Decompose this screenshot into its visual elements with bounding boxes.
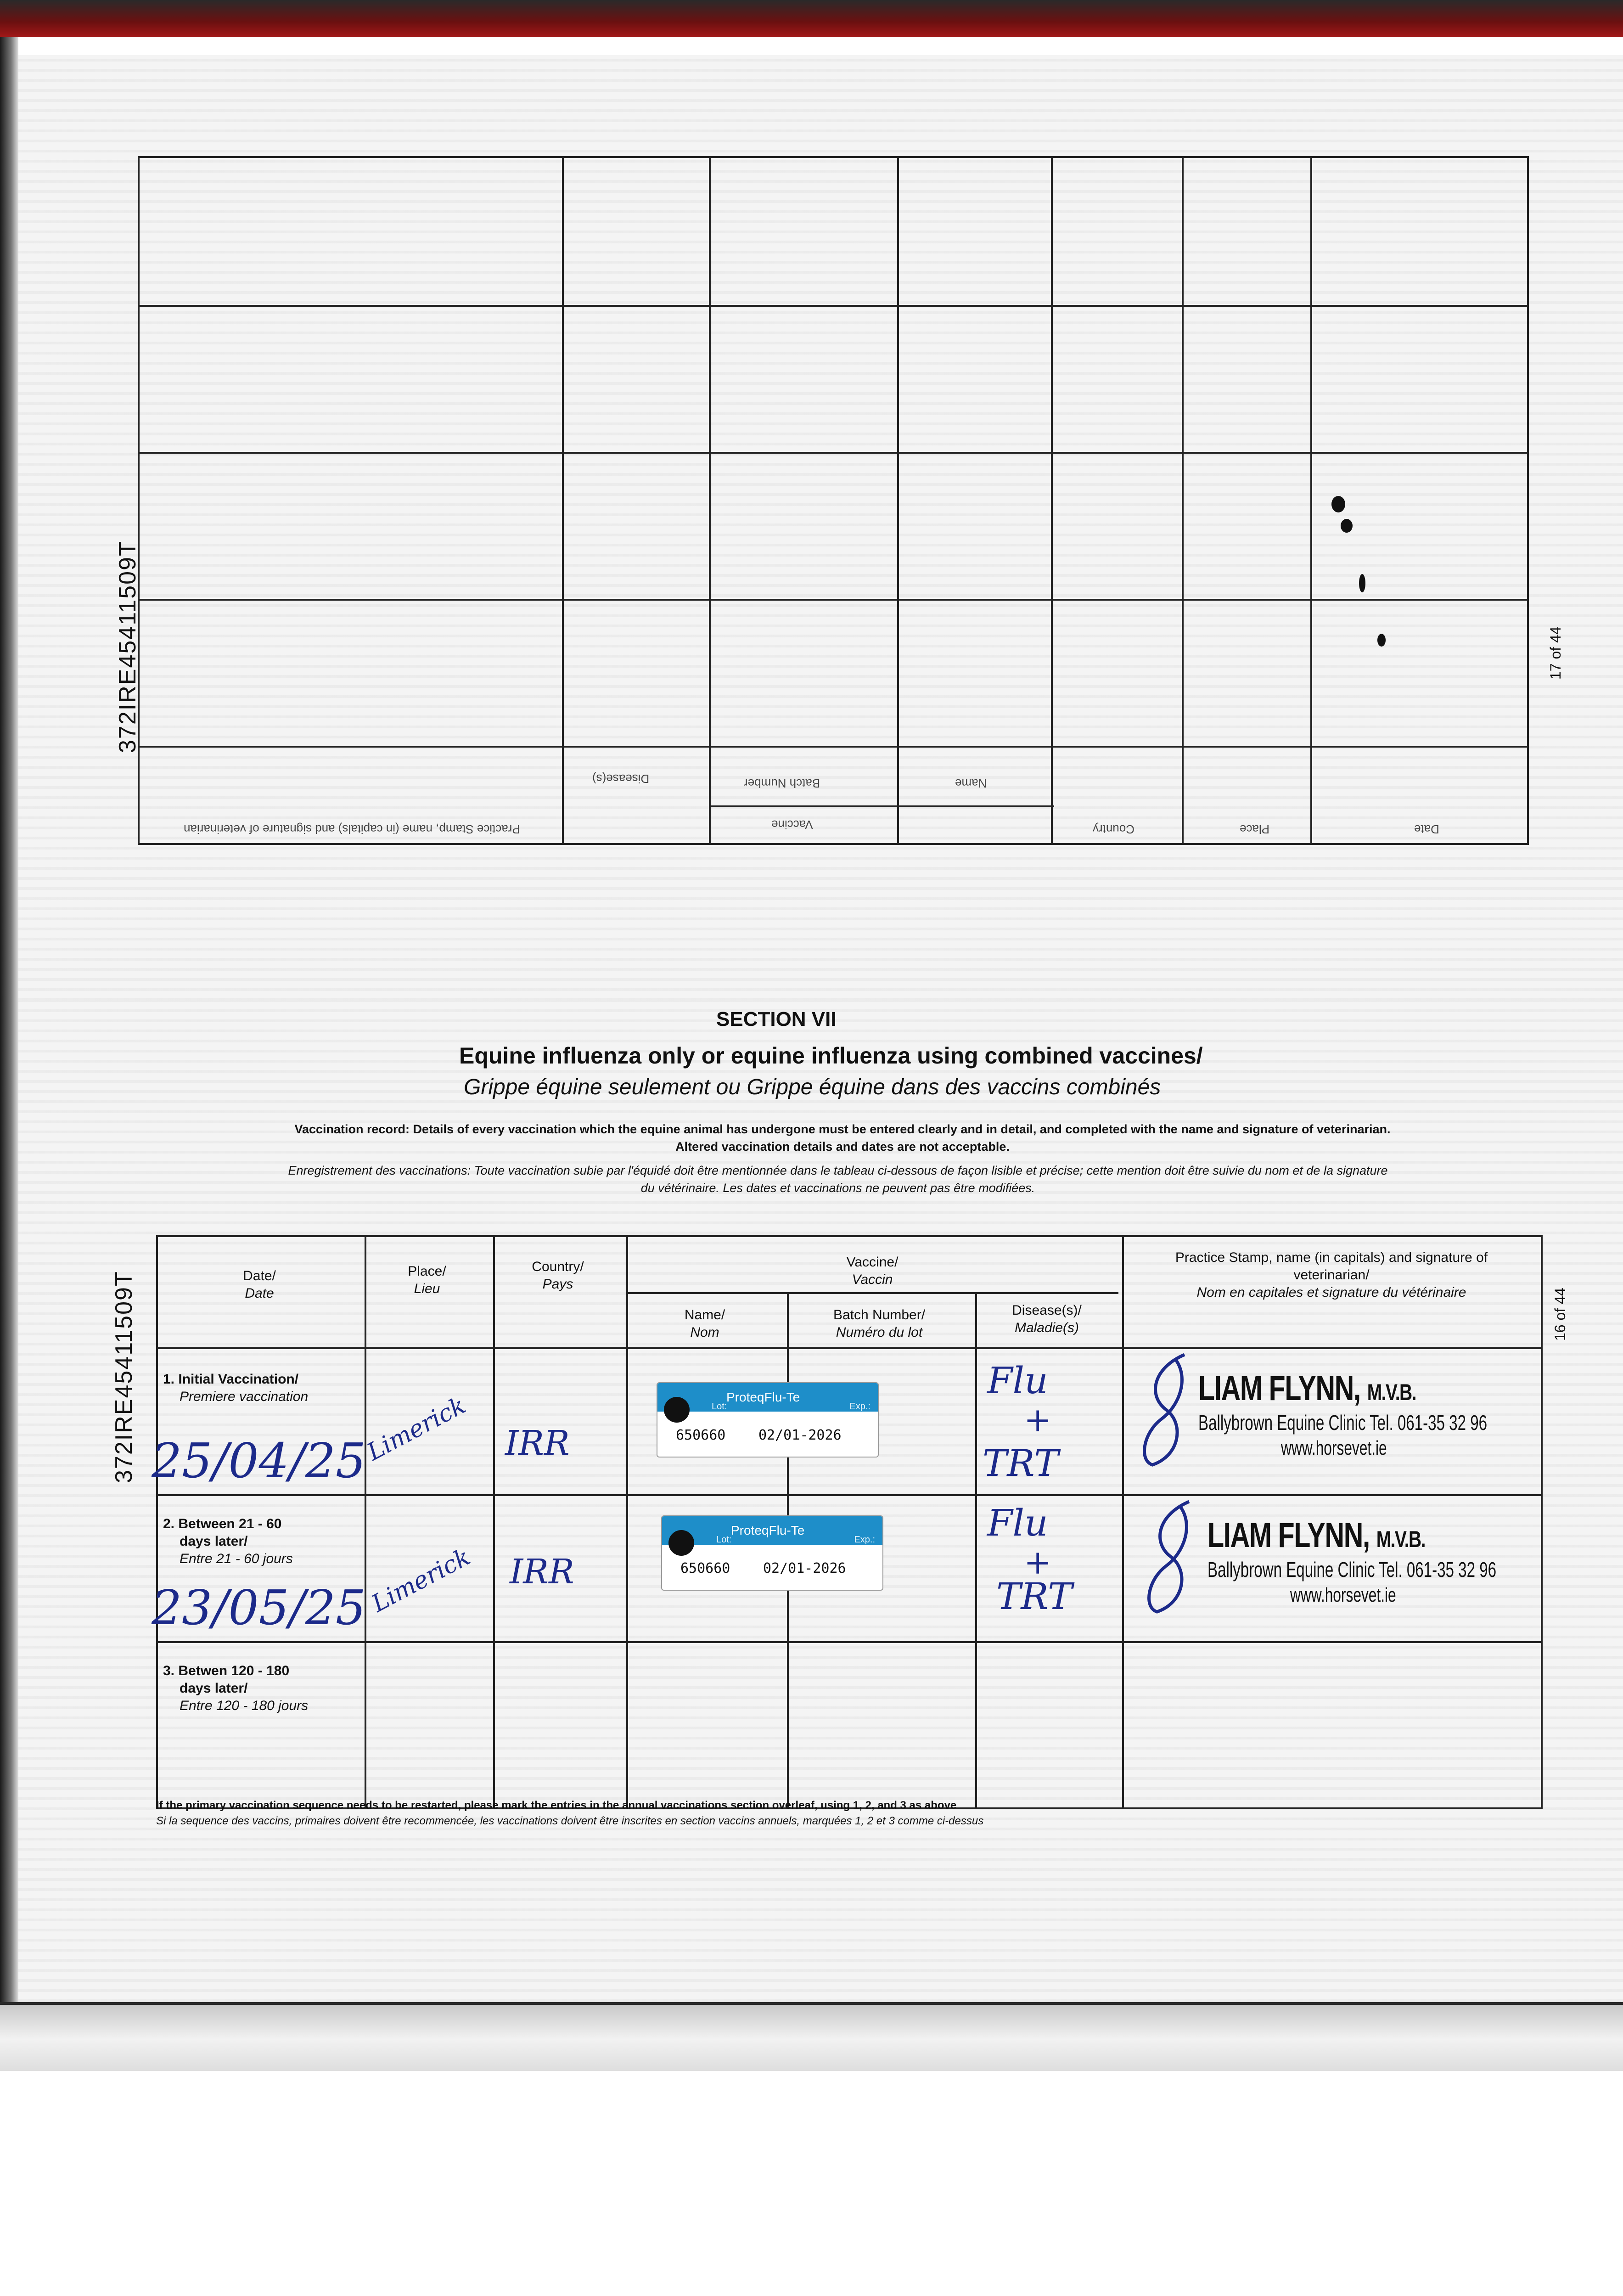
row2-date: 23/05/25	[152, 1580, 366, 1636]
vaccine-sticker-2: ProteqFlu-Te Lot: Exp.: 650660 02/01-2026	[661, 1515, 883, 1591]
header-date: Date/ Date	[243, 1268, 276, 1301]
header-batch: Batch Number/ Numéro du lot	[833, 1307, 926, 1340]
header-name: Name/ Nom	[684, 1307, 725, 1340]
ink-smudge	[1377, 634, 1386, 647]
intro-en	[156, 1120, 1529, 1155]
vet-stamp-1: LIAM FLYNN, M.V.B. Ballybrown Equine Clinic Tel. 061-35 32 96 www.horsevet.ie	[1198, 1369, 1488, 1459]
top-header-batch: Batch Number	[744, 777, 820, 790]
row1-country: IRR	[505, 1424, 570, 1463]
vet-signature-1	[1134, 1350, 1194, 1469]
document-id-top: 372IRE45411509T	[114, 540, 141, 753]
header-stamp: Practice Stamp, name (in capitals) and signature of veterinarian/ Nom en capitales et signature du vétérinaire	[1175, 1250, 1488, 1300]
footer-note-en: If the primary vaccination sequence needs to be restarted, please mark the entries in the annual vaccinations section overleaf, using 1, 2, and 3 as above	[156, 1799, 957, 1812]
page-title-en: Equine influenza only or equine influenza using combined vaccines/	[459, 1043, 1203, 1069]
footer-note-fr: Si la sequence des vaccins, primaires doivent être recommencée, les vaccinations doivent être inscrites en section vaccins annuels, marquées 1, 2 et 3 comme ci-dessus	[156, 1815, 984, 1827]
top-header-disease: Disease(s)	[592, 772, 650, 786]
proteq-logo-icon	[664, 1397, 690, 1423]
page-title-fr: Grippe équine seulement ou Grippe équine dans des vaccins combinés	[464, 1075, 1161, 1099]
scan-left-edge	[0, 37, 18, 2080]
row1-place: Limerick	[363, 1391, 471, 1466]
ink-smudge	[1359, 574, 1365, 592]
header-disease: Disease(s)/ Maladie(s)	[1012, 1303, 1082, 1335]
page-number-bottom: 16 of 44	[1552, 1288, 1568, 1341]
top-header-date: Date	[1414, 822, 1439, 836]
intro-en-line1: Vaccination record: Details of every vaccination which the equine animal has undergone must be entered clearly and in detail, and completed with the name and signature of veterinarian.	[294, 1122, 1391, 1136]
proteq-logo-icon	[668, 1530, 694, 1556]
page-number-top: 17 of 44	[1547, 626, 1564, 680]
row2-country: IRR	[510, 1552, 574, 1592]
top-header-vaccine: Vaccine	[771, 818, 813, 832]
header-place: Place/ Lieu	[408, 1264, 446, 1296]
row2-place: Limerick	[367, 1543, 475, 1618]
scanner-background	[0, 2071, 1623, 2296]
vet-stamp-2: LIAM FLYNN, M.V.B. Ballybrown Equine Clinic Tel. 061-35 32 96 www.horsevet.ie	[1207, 1516, 1497, 1606]
row1-disease-1: Flu	[987, 1359, 1048, 1402]
row2-disease-2: TRT	[996, 1575, 1073, 1618]
ink-smudge	[1341, 519, 1353, 533]
row1-date: 25/04/25	[152, 1433, 366, 1489]
row1-label: 1. Initial Vaccination/ Premiere vaccination	[163, 1372, 309, 1404]
row2-label: 2. Between 21 - 60 days later/ Entre 21 - 60 jours	[163, 1516, 293, 1566]
intro-fr	[147, 1162, 1529, 1197]
section-title: SECTION VII	[716, 1008, 837, 1030]
vaccine-sticker-1: ProteqFlu-Te Lot: Exp.: 650660 02/01-2026	[657, 1382, 879, 1458]
top-header-stamp: Practice Stamp, name (in capitals) and signature of veterinarian	[184, 822, 520, 836]
document-id-bottom: 372IRE45411509T	[111, 1271, 137, 1483]
row1-disease-plus: +	[1024, 1401, 1052, 1439]
top-header-country: Country	[1093, 822, 1135, 836]
top-header-place: Place	[1240, 822, 1270, 836]
top-header-name: Name	[955, 777, 987, 790]
row3-label: 3. Betwen 120 - 180 days later/ Entre 120 - 180 jours	[163, 1663, 309, 1713]
header-vaccine: Vaccine/ Vaccin	[846, 1255, 899, 1287]
row2-disease-1: Flu	[987, 1502, 1048, 1544]
intro-fr-line2: du vétérinaire. Les dates et vaccinations ne peuvent pas être modifiées.	[640, 1181, 1035, 1195]
annual-vaccination-grid	[138, 156, 1529, 845]
intro-en-line2: Altered vaccination details and dates are not acceptable.	[675, 1140, 1010, 1154]
page-fold-shadow	[0, 2002, 1623, 2074]
scan-top-edge	[0, 0, 1623, 37]
intro-fr-line1: Enregistrement des vaccinations: Toute vaccination subie par l'équidé doit être mentionnée dans le tableau ci-dessous de façon lisible et précise; cette mention doit être suivie du nom et de la signature	[288, 1164, 1388, 1177]
row1-disease-2: TRT	[983, 1442, 1059, 1485]
row2-disease-plus: +	[1024, 1543, 1052, 1581]
ink-smudge	[1331, 496, 1345, 512]
header-country: Country/ Pays	[532, 1259, 584, 1292]
vet-signature-2	[1139, 1497, 1198, 1616]
